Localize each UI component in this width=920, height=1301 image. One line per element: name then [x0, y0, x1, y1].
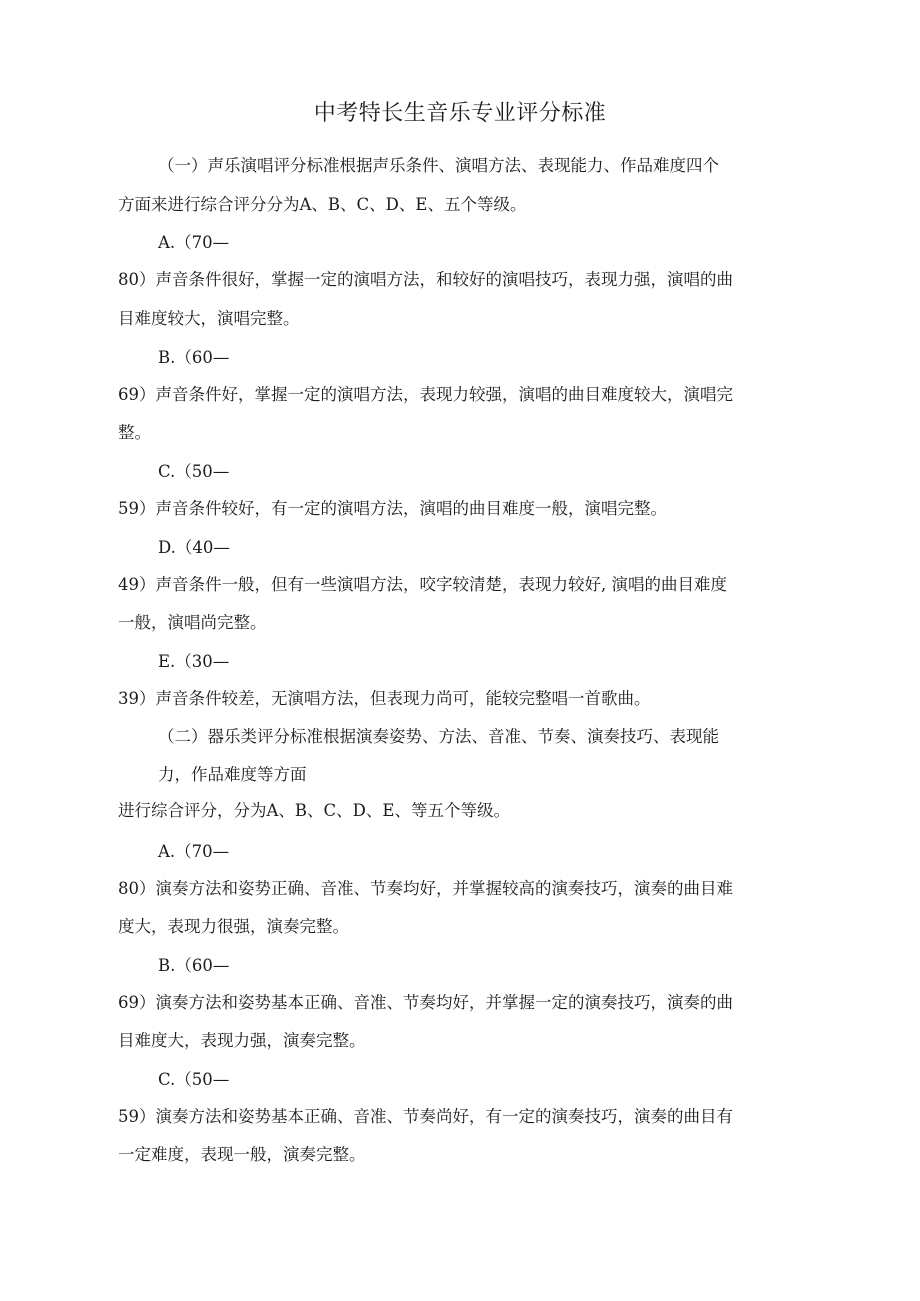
page-title: 中考特长生音乐专业评分标准	[313, 101, 607, 126]
paragraph-line: 59）声音条件较好，有一定的演唱方法，演唱的曲目难度一般，演唱完整。	[118, 499, 667, 518]
paragraph-line: 80）演奏方法和姿势正确、音准、节奏均好，并掌握较高的演奏技巧，演奏的曲目难	[118, 879, 733, 898]
grade-label: D.（40—	[158, 538, 230, 557]
paragraph-line: 59）演奏方法和姿势基本正确、音准、节奏尚好，有一定的演奏技巧，演奏的曲目有	[118, 1107, 733, 1126]
grade-label: C.（50—	[158, 1070, 230, 1089]
paragraph-line: 方面来进行综合评分分为A、B、C、D、E、五个等级。	[118, 195, 527, 214]
section-2-heading: （二）器乐类评分标准根据演奏姿势、方法、音准、节奏、演奏技巧、表现能	[158, 727, 719, 746]
paragraph-line: 69）声音条件好，掌握一定的演唱方法，表现力较强，演唱的曲目难度较大，演唱完	[118, 385, 733, 404]
grade-label: B.（60—	[158, 956, 230, 975]
paragraph-line: 69）演奏方法和姿势基本正确、音准、节奏均好，并掌握一定的演奏技巧，演奏的曲	[118, 993, 733, 1012]
grade-label: A.（70—	[158, 233, 230, 252]
paragraph-line: 目难度较大，演唱完整。	[118, 309, 300, 328]
paragraph-line: 一定难度，表现一般，演奏完整。	[118, 1145, 366, 1164]
paragraph-line: 目难度大，表现力强，演奏完整。	[118, 1031, 366, 1050]
paragraph-line: 进行综合评分，分为A、B、C、D、E、等五个等级。	[118, 801, 510, 820]
paragraph-line: 80）声音条件很好，掌握一定的演唱方法，和较好的演唱技巧，表现力强，演唱的曲	[118, 270, 733, 289]
paragraph-line: 整。	[118, 423, 151, 442]
paragraph-line: 一般，演唱尚完整。	[118, 613, 267, 632]
paragraph-line: 39）声音条件较差，无演唱方法，但表现力尚可，能较完整唱一首歌曲。	[118, 689, 651, 708]
section-1-heading: （一）声乐演唱评分标准根据声乐条件、演唱方法、表现能力、作品难度四个	[158, 156, 719, 175]
paragraph-line: 49）声音条件一般，但有一些演唱方法，咬字较清楚，表现力较好, 演唱的曲目难度	[118, 575, 727, 594]
paragraph-line: 度大，表现力很强，演奏完整。	[118, 917, 349, 936]
paragraph-line: 力，作品难度等方面	[158, 765, 307, 784]
grade-label: B.（60—	[158, 348, 230, 367]
grade-label: E.（30—	[158, 652, 230, 671]
grade-label: A.（70—	[158, 842, 230, 861]
grade-label: C.（50—	[158, 462, 230, 481]
